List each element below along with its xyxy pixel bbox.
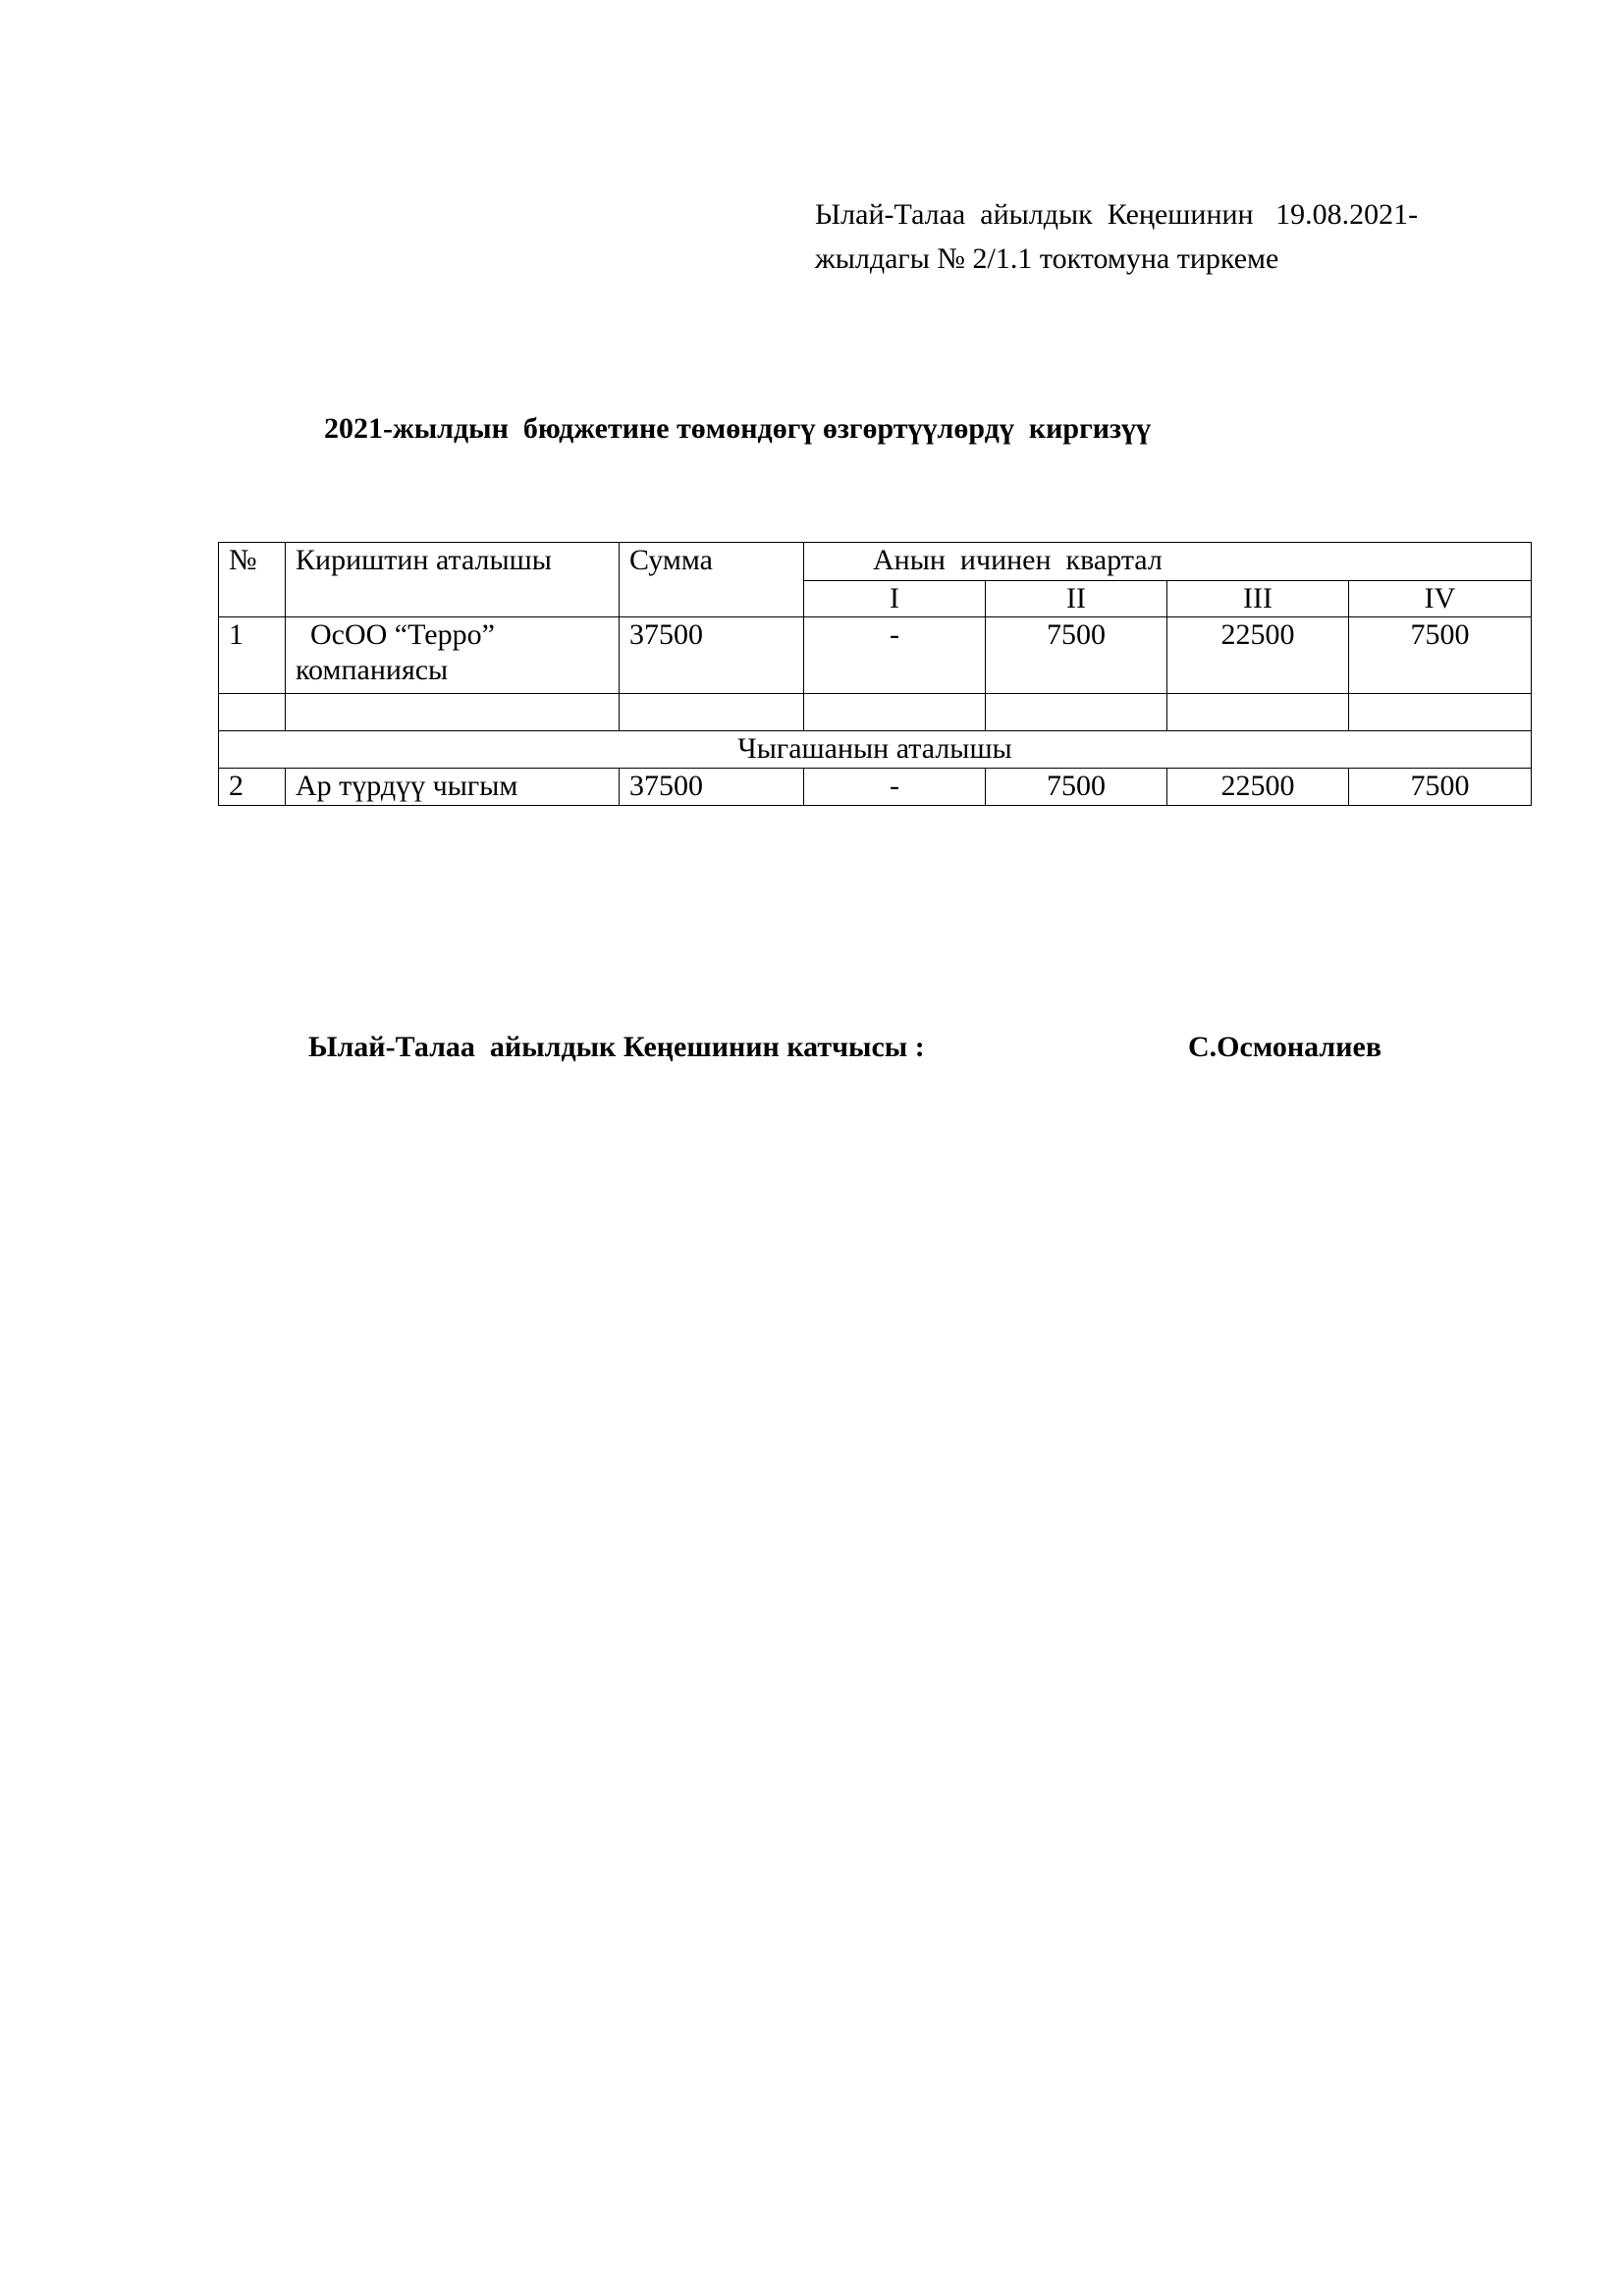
header-quarter-3: III — [1167, 581, 1349, 617]
table-header-row — [219, 543, 1532, 581]
header-quarter-2: II — [986, 581, 1167, 617]
expense-section-row — [219, 731, 1532, 769]
empty-cell — [286, 694, 620, 731]
empty-cell — [986, 694, 1167, 731]
budget-changes-table — [218, 542, 1532, 806]
cell-number: 2 — [219, 769, 286, 806]
cell-sum: 37500 — [620, 769, 804, 806]
cell-income-name-line-1: ОсОО “Терро” — [296, 618, 495, 651]
attachment-note — [815, 192, 1502, 281]
attachment-note-line-2: жылдагы № 2/1.1 токтомуна тиркеме — [815, 242, 1279, 275]
header-quarter-4: IV — [1349, 581, 1532, 617]
empty-cell — [1349, 694, 1532, 731]
cell-sum: 37500 — [620, 617, 804, 694]
document-title: 2021-жылдын бюджетине төмөндөгү өзгөртүүлөрдү киргизүү — [324, 412, 1152, 445]
cell-quarter-3: 22500 — [1167, 617, 1349, 694]
cell-quarter-2: 7500 — [986, 617, 1167, 694]
empty-cell — [804, 694, 986, 731]
table-empty-row — [219, 694, 1532, 731]
header-quarters-group: Анын ичинен квартал — [804, 543, 1532, 581]
signatory-name: С.Осмоналиев — [1188, 1031, 1382, 1063]
table-row — [219, 769, 1532, 806]
cell-quarter-3: 22500 — [1167, 769, 1349, 806]
cell-number: 1 — [219, 617, 286, 694]
cell-quarter-4: 7500 — [1349, 769, 1532, 806]
header-income-name: Кириштин аталышы — [286, 543, 620, 617]
header-quarter-1: I — [804, 581, 986, 617]
header-sum: Сумма — [620, 543, 804, 617]
header-number: № — [219, 543, 286, 617]
cell-quarter-2: 7500 — [986, 769, 1167, 806]
attachment-note-line-1: Ылай-Талаа айылдык Кеңешинин 19.08.2021- — [815, 198, 1419, 231]
empty-cell — [219, 694, 286, 731]
signatory-title: Ылай-Талаа айылдык Кеңешинин катчысы : — [308, 1031, 925, 1063]
cell-quarter-4: 7500 — [1349, 617, 1532, 694]
cell-income-name-line-2: компаниясы — [296, 654, 449, 686]
expense-section-label: Чыгашанын аталышы — [219, 731, 1532, 769]
cell-quarter-1: - — [804, 617, 986, 694]
table-row — [219, 617, 1532, 694]
empty-cell — [1167, 694, 1349, 731]
cell-income-name — [286, 617, 620, 694]
empty-cell — [620, 694, 804, 731]
cell-expense-name: Ар түрдүү чыгым — [286, 769, 620, 806]
cell-quarter-1: - — [804, 769, 986, 806]
